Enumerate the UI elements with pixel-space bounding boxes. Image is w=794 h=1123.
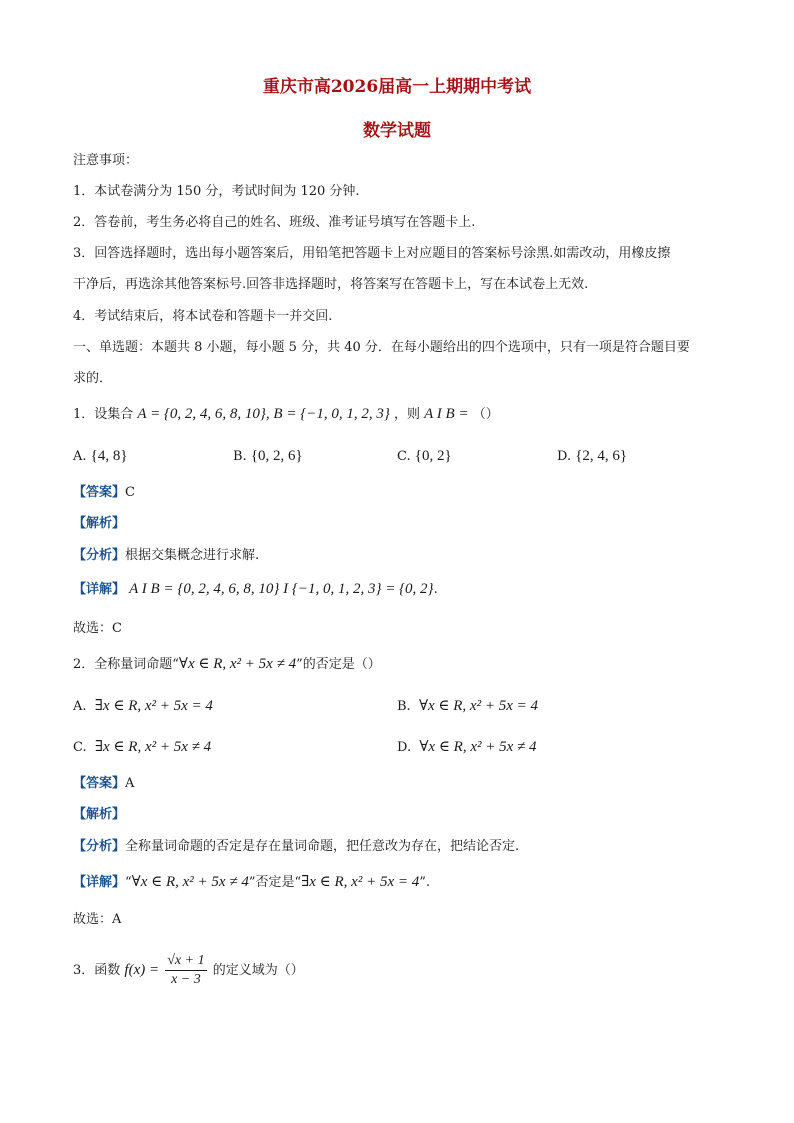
q1-option-c bbox=[397, 447, 452, 466]
q1-suffix-a: ，则 bbox=[393, 407, 420, 422]
q2-option-b bbox=[397, 697, 538, 716]
fraction-denominator: x − 3 bbox=[171, 972, 201, 987]
q2-choose: 故选：A bbox=[73, 912, 122, 927]
fraction-numerator: √x + 1 bbox=[165, 952, 206, 971]
q1-choose: 故选：C bbox=[73, 621, 122, 636]
option-value: ∃x ∈ R, x² + 5x = 4 bbox=[94, 698, 213, 714]
exam-subtitle: 数学试题 bbox=[363, 121, 431, 141]
option-value: {0, 2} bbox=[414, 448, 452, 464]
detail-tag: 【详解】 bbox=[73, 582, 126, 597]
q1-answer bbox=[73, 484, 135, 502]
option-value: ∀x ∈ R, x² + 5x = 4 bbox=[418, 698, 538, 714]
q1-expression-2: A I B = bbox=[424, 406, 469, 422]
q1-option-b bbox=[233, 447, 303, 466]
option-label: D. bbox=[397, 740, 412, 755]
q2-detail bbox=[73, 873, 430, 892]
option-label: B. bbox=[397, 699, 411, 714]
q1-prefix: 1．设集合 bbox=[73, 407, 134, 422]
q2-option-d bbox=[397, 738, 537, 757]
q2-prefix: 2．全称量词命题“ bbox=[73, 657, 179, 672]
option-label: D. bbox=[557, 449, 572, 464]
question-3 bbox=[73, 950, 304, 991]
exam-title: 重庆市高2026届高一上期期中考试 bbox=[262, 77, 532, 97]
q2-expression: ∀x ∈ R, x² + 5x ≠ 4 bbox=[178, 656, 297, 672]
detail-expression: A I B = {0, 2, 4, 6, 8, 10} I {−1, 0, 1, 2, 3} = {0, 2} bbox=[129, 581, 434, 597]
q2-option-c bbox=[73, 738, 211, 757]
fenxi-tag: 【分析】 bbox=[73, 548, 126, 563]
question-1 bbox=[73, 405, 499, 424]
q3-function: f(x) = bbox=[124, 962, 160, 978]
q2-answer bbox=[73, 775, 134, 793]
q3-suffix: 的定义域为（） bbox=[212, 963, 304, 978]
notice-item-3: 3．回答选择题时，选出每小题答案后，用铅笔把答题卡上对应题目的答案标号涂黑.如需改动，用橡皮擦 bbox=[73, 246, 671, 261]
section-heading-line2: 求的． bbox=[73, 371, 113, 386]
fenxi-tag: 【分析】 bbox=[73, 839, 126, 854]
answer-value: C bbox=[125, 485, 135, 500]
option-value: {0, 2, 6} bbox=[250, 448, 303, 464]
q3-fraction bbox=[165, 952, 206, 989]
option-label: C. bbox=[73, 740, 87, 755]
detail-tag: 【详解】 bbox=[73, 875, 126, 890]
analysis-tag: 【解析】 bbox=[73, 516, 126, 531]
q2-fenxi bbox=[73, 838, 519, 856]
q3-prefix: 3．函数 bbox=[73, 963, 121, 978]
q2-option-a bbox=[73, 697, 213, 716]
option-label: B. bbox=[233, 449, 247, 464]
q1-expression: A = {0, 2, 4, 6, 8, 10}, B = {−1, 0, 1, 2, 3} bbox=[137, 406, 390, 422]
notice-item-4: 4．考试结束后，将本试卷和答题卡一并交回. bbox=[73, 309, 333, 324]
option-value: {4, 8} bbox=[90, 448, 128, 464]
detail-expression-2: ∃x ∈ R, x² + 5x = 4 bbox=[301, 874, 420, 890]
option-value: ∃x ∈ R, x² + 5x ≠ 4 bbox=[94, 739, 212, 755]
notice-item-1: 1．本试卷满分为 150 分，考试时间为 120 分钟. bbox=[73, 184, 360, 199]
detail-end: . bbox=[433, 582, 438, 597]
q1-detail bbox=[73, 580, 438, 599]
option-value: ∀x ∈ R, x² + 5x ≠ 4 bbox=[419, 739, 537, 755]
quote-open: “ bbox=[125, 875, 132, 890]
detail-end: ”. bbox=[419, 875, 431, 890]
question-2 bbox=[73, 655, 381, 674]
notice-item-2: 2．答卷前，考生务必将自己的姓名、班级、准考证号填写在答题卡上. bbox=[73, 215, 476, 230]
answer-tag: 【答案】 bbox=[73, 485, 126, 500]
analysis-tag: 【解析】 bbox=[73, 807, 126, 822]
q2-analysis bbox=[73, 806, 125, 824]
detail-expression-1: ∀x ∈ R, x² + 5x ≠ 4 bbox=[131, 874, 249, 890]
q2-suffix: ”的否定是（） bbox=[296, 657, 381, 672]
option-label: A. bbox=[73, 449, 87, 464]
section-heading-line1: 一、单选题：本题共 8 小题，每小题 5 分，共 40 分．在每小题给出的四个选项中，只有一项是符合题目要 bbox=[73, 340, 690, 355]
answer-value: A bbox=[125, 776, 135, 791]
q1-option-a bbox=[73, 447, 128, 466]
q1-option-d bbox=[557, 447, 627, 466]
option-label: C. bbox=[397, 449, 411, 464]
notice-item-3-cont: 干净后，再选涂其他答案标号.回答非选择题时，将答案写在答题卡上，写在本试卷上无效. bbox=[73, 277, 589, 292]
q1-suffix-b: （） bbox=[472, 407, 499, 422]
answer-tag: 【答案】 bbox=[73, 776, 126, 791]
q1-analysis bbox=[73, 515, 125, 533]
option-label: A. bbox=[73, 699, 87, 714]
fenxi-text: 根据交集概念进行求解. bbox=[125, 548, 260, 563]
detail-mid: ”否定是“ bbox=[248, 875, 302, 890]
q1-fenxi bbox=[73, 547, 259, 565]
fenxi-text: 全称量词命题的否定是存在量词命题，把任意改为存在，把结论否定. bbox=[125, 839, 520, 854]
option-value: {2, 4, 6} bbox=[575, 448, 628, 464]
notice-heading: 注意事项： bbox=[73, 153, 139, 168]
